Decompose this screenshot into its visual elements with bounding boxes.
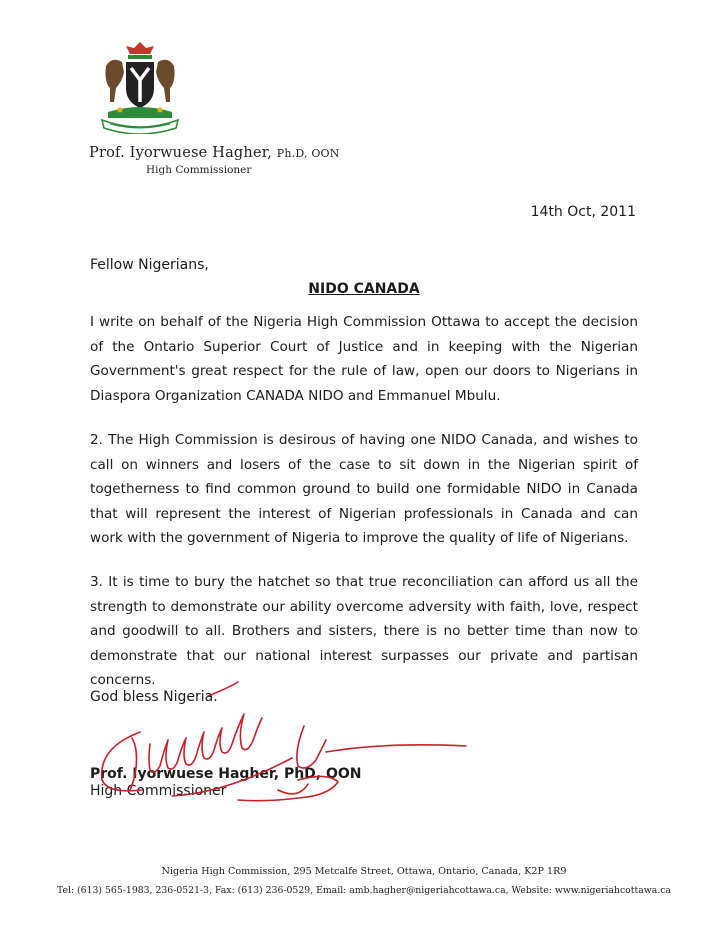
signatory-title: High Commissioner [90, 783, 227, 799]
signatory-name: Prof. Iyorwuese Hagher, PhD, OON [90, 766, 362, 782]
paragraph-2: 2. The High Commission is desirous of having one NIDO Canada, and wishes to call on winners and losers of the case to sit down in the Nigerian spirit of togetherness to find common ground to build one formidable NIDO in Canada that will represent the interest of Nigerian professionals in Canada and can work with the government of Nigeria to improve the quality of life of Nigerians. [90, 432, 638, 546]
letter-date: 14th Oct, 2011 [530, 204, 636, 220]
coat-of-arms-icon [98, 38, 182, 134]
letter-heading: NIDO CANADA [308, 281, 420, 297]
sender-title: High Commissioner [146, 164, 252, 176]
handwritten-signature-icon [78, 672, 478, 832]
salutation: Fellow Nigerians, [90, 257, 209, 273]
sender-degrees: Ph.D, OON [276, 147, 340, 160]
footer-address: Nigeria High Commission, 295 Metcalfe Street, Ottawa, Ontario, Canada, K2P 1R9 [161, 866, 567, 877]
paragraph-1: I write on behalf of the Nigeria High Commission Ottawa to accept the decision of the Ontario Superior Court of Justice and in keeping with the Nigerian Government's great respect for the rule of law, open our doors to Nigerians in Diaspora Organization CANADA NIDO and Emmanuel Mbulu. [90, 314, 638, 404]
closing-line: God bless Nigeria. [90, 689, 218, 705]
sender-name: Prof. Iyorwuese Hagher, Ph.D, OON [89, 145, 340, 161]
footer-contacts: Tel: (613) 565-1983, 236-0521-3, Fax: (613) 236-0529, Email: amb.hagher@nigeriahcottawa.ca, Website: www.nigeriahcottawa.ca [57, 885, 671, 896]
paragraph-3: 3. It is time to bury the hatchet so that true reconciliation can afford us all the strength to demonstrate our ability overcome adversity with faith, love, respect and goodwill to all. Brothers and sisters, there is no better time than now to demonstrate that our national interest surpasses our private and partisan concerns. [90, 574, 638, 688]
